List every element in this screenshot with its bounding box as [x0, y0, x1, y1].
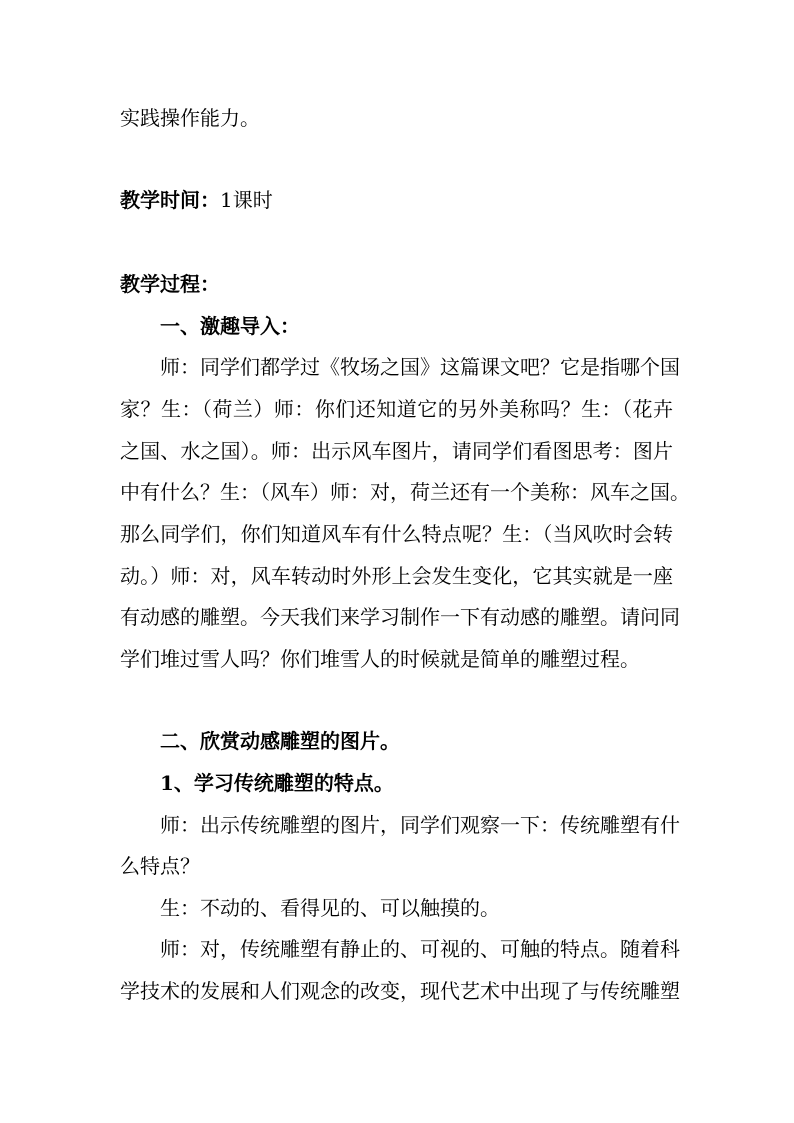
teaching-process-heading: 教学过程：	[120, 272, 220, 296]
section1-heading: 一、激趣导入：	[160, 314, 300, 338]
section2-para2: 生：不动的、看得见的、可以触摸的。	[160, 896, 500, 920]
section1-line: 学们堆过雪人吗？你们堆雪人的时候就是简单的雕塑过程。	[120, 647, 640, 671]
section1-line: 动。）师：对，风车转动时外形上会发生变化，它其实就是一座	[120, 564, 673, 588]
section1-line: 有动感的雕塑。今天我们来学习制作一下有动感的雕塑。请问同	[120, 605, 680, 629]
section2-heading: 二、欣赏动感雕塑的图片。	[160, 729, 400, 753]
intro-tail-text: 实践操作能力。	[120, 106, 260, 130]
teaching-time	[120, 185, 273, 215]
teaching-time-label: 教学时间：	[120, 188, 220, 212]
teaching-time-value: 1课时	[220, 188, 273, 212]
section2-subheading: 1、学习传统雕塑的特点。	[160, 771, 394, 795]
section1-line: 师：同学们都学过《牧场之国》这篇课文吧？它是指哪个国	[160, 355, 680, 379]
section1-line: 家？生：（荷兰）师：你们还知道它的另外美称吗？生：（花卉	[120, 397, 673, 421]
section2-para1-line: 么特点？	[120, 854, 200, 878]
section1-line: 那么同学们，你们知道风车有什么特点呢？生：（当风吹时会转	[120, 522, 673, 546]
section1-line: 之国、水之国）。师：出示风车图片，请同学们看图思考：图片	[120, 439, 673, 463]
section2-para3-line: 学技术的发展和人们观念的改变，现代艺术中出现了与传统雕塑	[120, 979, 680, 1003]
section2-para1-line: 师：出示传统雕塑的图片，同学们观察一下：传统雕塑有什	[160, 813, 680, 837]
section1-line: 中有什么？生：（风车）师：对，荷兰还有一个美称：风车之国。	[120, 480, 690, 504]
section2-para3-line: 师：对，传统雕塑有静止的、可视的、可触的特点。随着科	[160, 937, 680, 961]
